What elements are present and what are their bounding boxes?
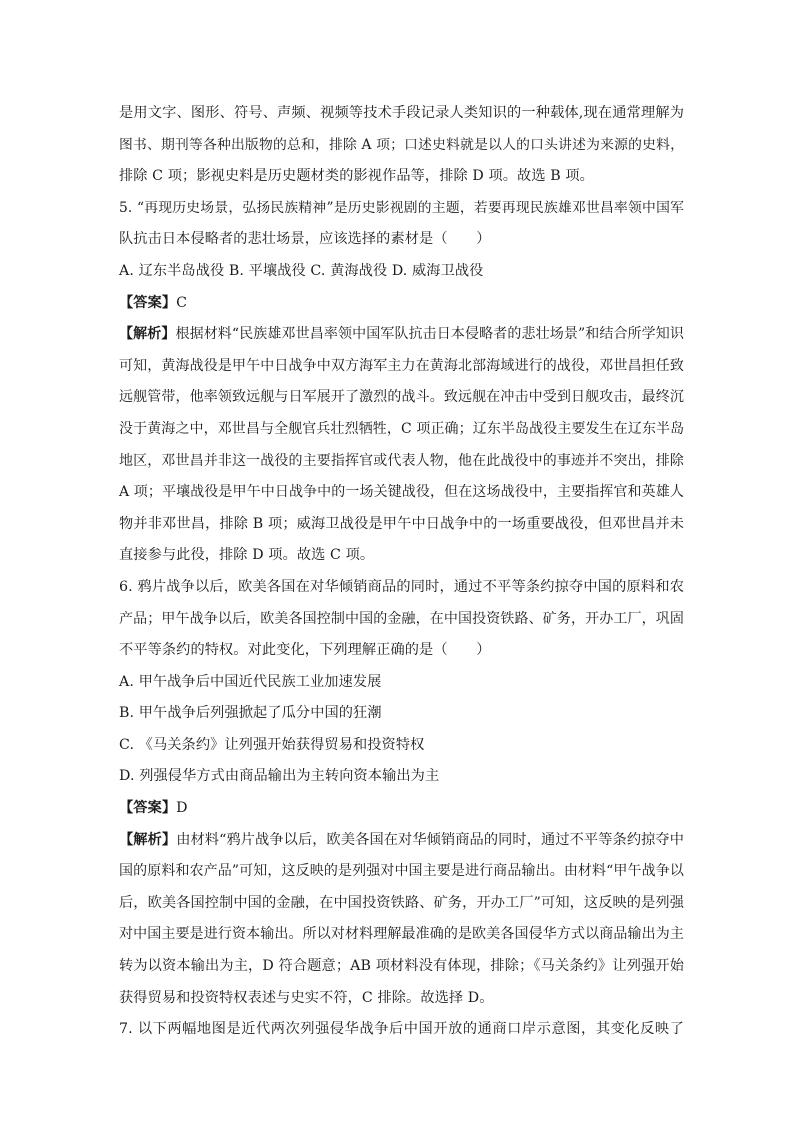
document-body (119, 98, 684, 1046)
text-line (119, 856, 684, 888)
line-text: B. 甲午战争后列强掀起了瓜分中国的狂潮 (119, 705, 382, 722)
line-text: C (176, 294, 188, 311)
section-tag: 【解析】 (119, 326, 176, 343)
text-line (119, 130, 684, 162)
text-line (119, 951, 684, 983)
text-line (119, 509, 684, 541)
text-line (119, 825, 684, 857)
line-text: 后，欧美各国控制中国的金融，在中国投资铁路、矿务，开办工厂”可知，这反映的是列强 (119, 894, 684, 911)
text-line (119, 446, 684, 478)
text-line (119, 1014, 684, 1046)
line-text: 排除 C 项；影视史料是历史题材类的影视作品等，排除 D 项。故选 B 项。 (119, 168, 594, 185)
section-tag: 【答案】 (119, 294, 177, 311)
line-text: A 项；平壤战役是甲午中日战争中的一场关键战役，但在这场战役中，主要指挥官和英雄人 (119, 484, 684, 501)
text-line (119, 288, 684, 320)
line-text: 6. 鸦片战争以后，欧美各国在对华倾销商品的同时，通过不平等条约掠夺中国的原料和农 (119, 578, 684, 595)
line-text: 对中国主要是进行资本输出。所以对材料理解最准确的是欧美各国侵华方式以商品输出为主 (119, 926, 684, 943)
line-text: 没于黄海之中，邓世昌与全舰官兵壮烈牺牲，C 项正确；辽东半岛战役主要发生在辽东半岛 (119, 420, 685, 437)
line-text: D (176, 800, 188, 817)
text-line (119, 193, 684, 225)
text-line (119, 319, 684, 351)
line-text: 7. 以下两幅地图是近代两次列强侵华战争后中国开放的通商口岸示意图，其变化反映了 (119, 1021, 684, 1038)
line-text: A. 辽东半岛战役 B. 平壤战役 C. 黄海战役 D. 威海卫战役 (119, 262, 484, 279)
text-line (119, 698, 684, 730)
text-line (119, 540, 684, 572)
text-line (119, 761, 684, 793)
line-text: 物并非邓世昌，排除 B 项；威海卫战役是甲午中日战争中的一场重要战役，但邓世昌并未 (119, 515, 684, 532)
line-text: 队抗击日本侵略者的悲壮场景，应该选择的素材是（ ） (119, 231, 491, 248)
line-text: 获得贸易和投资特权表述与史实不符，C 排除。故选择 D。 (119, 989, 494, 1006)
text-line (119, 667, 684, 699)
line-text: 地区，邓世昌并非这一战役的主要指挥官或代表人物，他在此战役中的事迹并不突出，排除 (119, 452, 684, 469)
line-text: 产品；甲午战争以后，欧美各国控制中国的金融，在中国投资铁路、矿务，开办工厂，巩固 (119, 610, 684, 627)
text-line (119, 414, 684, 446)
text-line (119, 888, 684, 920)
line-text: 不平等条约的特权。对此变化，下列理解正确的是（ ） (119, 642, 491, 659)
text-line (119, 983, 684, 1015)
text-line (119, 793, 684, 825)
text-line (119, 477, 684, 509)
text-line (119, 635, 684, 667)
line-text: 由材料“鸦片战争以后，欧美各国在对华倾销商品的同时，通过不平等条约掠夺中 (176, 831, 684, 848)
line-text: 直接参与此役，排除 D 项。故选 C 项。 (119, 547, 375, 564)
text-line (119, 98, 684, 130)
text-line (119, 351, 684, 383)
line-text: 是用文字、图形、符号、声频、视频等技术手段记录人类知识的一种载体,现在通常理解为 (119, 105, 684, 121)
text-line (119, 256, 684, 288)
section-tag: 【解析】 (119, 831, 177, 848)
line-text: 根据材料“民族雄邓世昌率领中国军队抗击日本侵略者的悲壮场景”和结合所学知识 (175, 326, 685, 343)
line-text: A. 甲午战争后中国近代民族工业加速发展 (119, 673, 382, 690)
line-text: 图书、期刊等各种出版物的总和，排除 A 项；口述史料就是以人的口头讲述为来源的史料， (119, 136, 684, 153)
section-tag: 【答案】 (119, 800, 177, 817)
text-line (119, 161, 684, 193)
text-line (119, 224, 684, 256)
line-text: 转为以资本输出为主，D 符合题意；AB 项材料没有体现，排除；《马关条约》让列强开始 (119, 958, 684, 975)
line-text: C. 《马关条约》让列强开始获得贸易和投资特权 (119, 736, 425, 753)
text-line (119, 730, 684, 762)
text-line (119, 919, 684, 951)
text-line (119, 572, 684, 604)
line-text: 远舰管带，他率领致远舰与日军展开了激烈的战斗。致远舰在冲击中受到日舰攻击，最终沉 (119, 389, 684, 406)
line-text: 可知，黄海战役是甲午中日战争中双方海军主力在黄海北部海域进行的战役，邓世昌担任致 (119, 357, 684, 374)
text-line (119, 604, 684, 636)
line-text: 5. “再现历史场景，弘扬民族精神”是历史影视剧的主题，若要再现民族雄邓世昌率领中国军 (119, 199, 684, 216)
text-line (119, 382, 684, 414)
line-text: 国的原料和农产品”可知，这反映的是列强对中国主要是进行商品输出。由材料“甲午战争以 (119, 863, 684, 880)
line-text: D. 列强侵华方式由商品输出为主转向资本输出为主 (119, 768, 440, 785)
